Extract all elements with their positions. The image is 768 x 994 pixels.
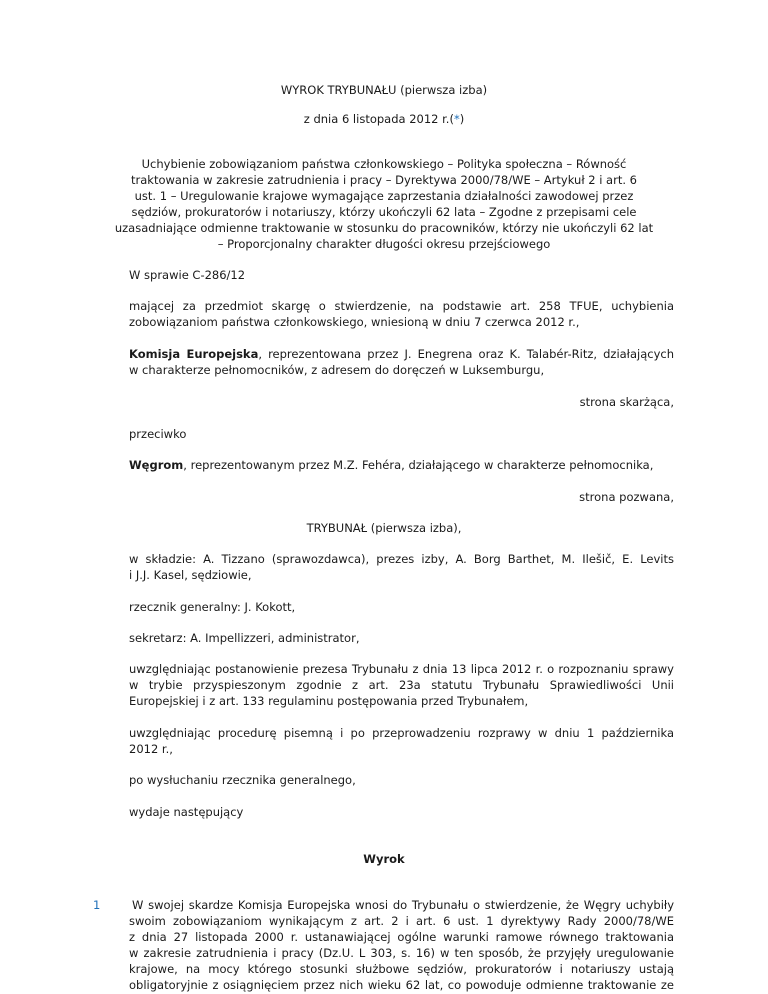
order-paragraph: uwzględniając postanowienie prezesa Trybunału z dnia 13 lipca 2012 r. o rozpoznaniu sprawy w trybie przyspieszonym zgodnie z art. 23a statutu Trybunału Sprawiedliwości Unii Europejskiej i z art. 133 regulaminu postępowania przed Trybunałem, [129,662,674,708]
composition-paragraph: w składzie: A. Tizzano (sprawozdawca), prezes izby, A. Borg Barthet, M. Ilešič, E. Levits i J.J. Kasel, sędziowie, [129,552,674,582]
keyword-line: Uchybienie zobowiązaniom państwa członkowskiego – Polityka społeczna – Równość [141,157,627,171]
subject-paragraph: mającej za przedmiot skargę o stwierdzenie, na podstawie art. 258 TFUE, uchybienia zobowiązaniom państwa członkowskiego, wniesioną w dniu 7 czerwca 2012 r., [129,299,674,329]
registrar: sekretarz: A. Impellizzeri, administrator, [129,631,360,645]
procedure-paragraph: uwzględniając procedurę pisemną i po przeprowadzeniu rozprawy w dniu 1 października 2012 r., [129,726,674,756]
case-number: W sprawie C-286/12 [129,268,246,282]
versus-label: przeciwko [129,427,187,441]
court-heading: TRYBUNAŁ (pierwsza izba), [306,521,462,535]
advocate-general: rzecznik generalny: J. Kokott, [129,600,296,614]
applicant-role: strona skarżąca, [579,395,674,409]
keywords-block [0,156,768,252]
paragraph-1: W swojej skardze Komisja Europejska wnosi do Trybunału o stwierdzenie, że Węgry uchybiły swoim zobowiązaniom wynikającym z art. 2 i art. 6 ust. 1 dyrektywy Rady 2000/78/WE z dnia 27 listopada 2000 r. ustanawiającej ogólne warunki ramowe równego traktowania w zakresie zatrudnienia i pracy (Dz.U. L 303, s. 16) w ten sposób, że przyjęły uregulowanie krajowe, na mocy którego stosunki służbowe sędziów, prokuratorów i notariuszy ustają obligatoryjnie z osiągnięciem przez nich wieku 62 lat, co powoduje odmienne traktowanie ze [129,898,674,992]
keyword-line: traktowania w zakresie zatrudnienia i pracy – Dyrektywa 2000/78/WE – Artykuł 2 i art. 6 [131,173,637,187]
judgment-date: z dnia 6 listopada 2012 r.(*) [303,112,465,126]
keyword-line: ust. 1 – Uregulowanie krajowe wymagające zaprzestania działalności zawodowej przez [134,189,634,203]
delivers-paragraph: wydaje następujący [129,805,244,819]
paragraph-number-link[interactable]: 1 [93,898,101,912]
defendant-name: Węgrom [129,458,184,472]
judgment-heading: Wyrok [363,852,405,866]
judgment-title: WYROK TRYBUNAŁU (pierwsza izba) [280,83,488,97]
defendant-paragraph: Węgrom, reprezentowanym przez M.Z. Fehéra, działającego w charakterze pełnomocnika, [129,458,654,472]
keyword-line: uzasadniające odmienne traktowanie w stosunku do pracowników, którzy nie ukończyli 62 lat [114,221,654,235]
defendant-role: strona pozwana, [579,490,674,504]
keyword-line: sędziów, prokuratorów i notariuszy, którzy ukończyli 62 lata – Zgodne z przepisami cele [131,205,637,219]
footnote-link[interactable]: * [453,112,460,126]
keyword-line: – Proporcjonalny charakter długości okresu przejściowego [217,237,551,251]
applicant-paragraph: Komisja Europejska, reprezentowana przez J. Enegrena oraz K. Talabér-Ritz, działających w charakterze pełnomocników, z adresem do doręczeń w Luksemburgu, [129,347,674,377]
hearing-paragraph: po wysłuchaniu rzecznika generalnego, [129,773,356,787]
applicant-name: Komisja Europejska [129,347,259,361]
